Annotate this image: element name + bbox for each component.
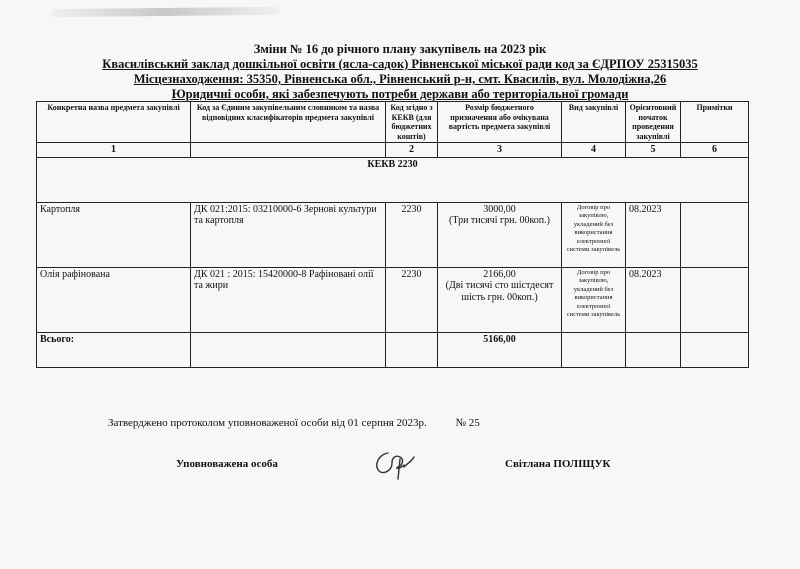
- item-amount-cell: [438, 202, 562, 267]
- total-row: [37, 332, 749, 367]
- authorized-person-name: Світлана ПОЛІЩУК: [505, 458, 611, 470]
- col-header-kekv: Код згідно з КЕКВ (для бюджетних коштів): [386, 102, 438, 143]
- item-start: 08.2023: [626, 202, 681, 267]
- col-number: 1: [37, 143, 191, 158]
- approval-line: [108, 417, 480, 429]
- item-amount: 3000,00: [483, 203, 516, 215]
- empty-cell: [191, 332, 386, 367]
- document-header: [0, 42, 800, 102]
- col-number: 4: [562, 143, 626, 158]
- item-start: 08.2023: [626, 267, 681, 332]
- item-type: Договір про закупівлю, укладений без використання електронної системи закупівель: [562, 267, 626, 332]
- scan-smudge: [50, 7, 280, 17]
- authorized-person-label: Уповноважена особа: [176, 458, 278, 470]
- procurement-table: [36, 101, 749, 368]
- table-row: [37, 202, 749, 267]
- empty-cell: [626, 332, 681, 367]
- col-header-code: Код за Єдиним закупівельним словником та назва відповідних класифікаторів предмета закупівлі: [191, 102, 386, 143]
- institution-line: Квасилівський заклад дошкільної освіти (ясла-садок) Рівненської міської ради код за ЄДРПОУ 25315035: [102, 57, 698, 71]
- item-name: Картопля: [37, 202, 191, 267]
- entity-type-line: Юридичні особи, які забезпечують потреби держави або територіальної громади: [171, 87, 629, 101]
- handwritten-signature: [370, 447, 420, 481]
- item-note: [681, 202, 749, 267]
- empty-cell: [386, 332, 438, 367]
- item-name: Олія рафінована: [37, 267, 191, 332]
- column-number-row: [37, 143, 749, 158]
- empty-cell: [681, 332, 749, 367]
- table-header-row: [37, 102, 749, 143]
- col-header-amount: Розмір бюджетного призначення або очікувана вартість предмета закупівлі: [438, 102, 562, 143]
- item-amount-words: (Три тисячі грн. 00коп.): [449, 215, 550, 226]
- item-amount-cell: [438, 267, 562, 332]
- total-value: 5166,00: [438, 332, 562, 367]
- col-number: 2: [386, 143, 438, 158]
- total-label: Всього:: [37, 332, 191, 367]
- col-number: 6: [681, 143, 749, 158]
- item-amount: 2166,00: [483, 268, 516, 280]
- protocol-number: № 25: [455, 417, 480, 429]
- empty-cell: [562, 332, 626, 367]
- col-number: 5: [626, 143, 681, 158]
- item-type: Договір про закупівлю, укладений без використання електронної системи закупівель: [562, 202, 626, 267]
- section-label: КЕКВ 2230: [37, 157, 749, 202]
- item-amount-words: (Дві тисячі сто шістдесят шість грн. 00коп.): [445, 280, 554, 303]
- item-kekv: 2230: [386, 267, 438, 332]
- item-code: ДК 021 : 2015: 15420000-8 Рафіновані олії та жири: [191, 267, 386, 332]
- item-note: [681, 267, 749, 332]
- approval-text: Затверджено протоколом уповноваженої особи від 01 серпня 2023р.: [108, 417, 427, 429]
- item-kekv: 2230: [386, 202, 438, 267]
- col-number: [191, 143, 386, 158]
- section-row: [37, 157, 749, 202]
- col-header-notes: Примітки: [681, 102, 749, 143]
- table-row: [37, 267, 749, 332]
- document-title: Зміни № 16 до річного плану закупівель на 2023 рік: [253, 42, 547, 56]
- address-line: Місцезнаходження: 35350, Рівненська обл., Рівненський р-н, смт. Квасилів, вул. Молодіжна,26: [133, 72, 667, 86]
- col-number: 3: [438, 143, 562, 158]
- item-code: ДК 021:2015: 03210000-6 Зернові культури та картопля: [191, 202, 386, 267]
- col-header-start: Орієнтовний початок проведення закупівлі: [626, 102, 681, 143]
- col-header-name: Конкретна назва предмета закупівлі: [37, 102, 191, 143]
- col-header-type: Вид закупівлі: [562, 102, 626, 143]
